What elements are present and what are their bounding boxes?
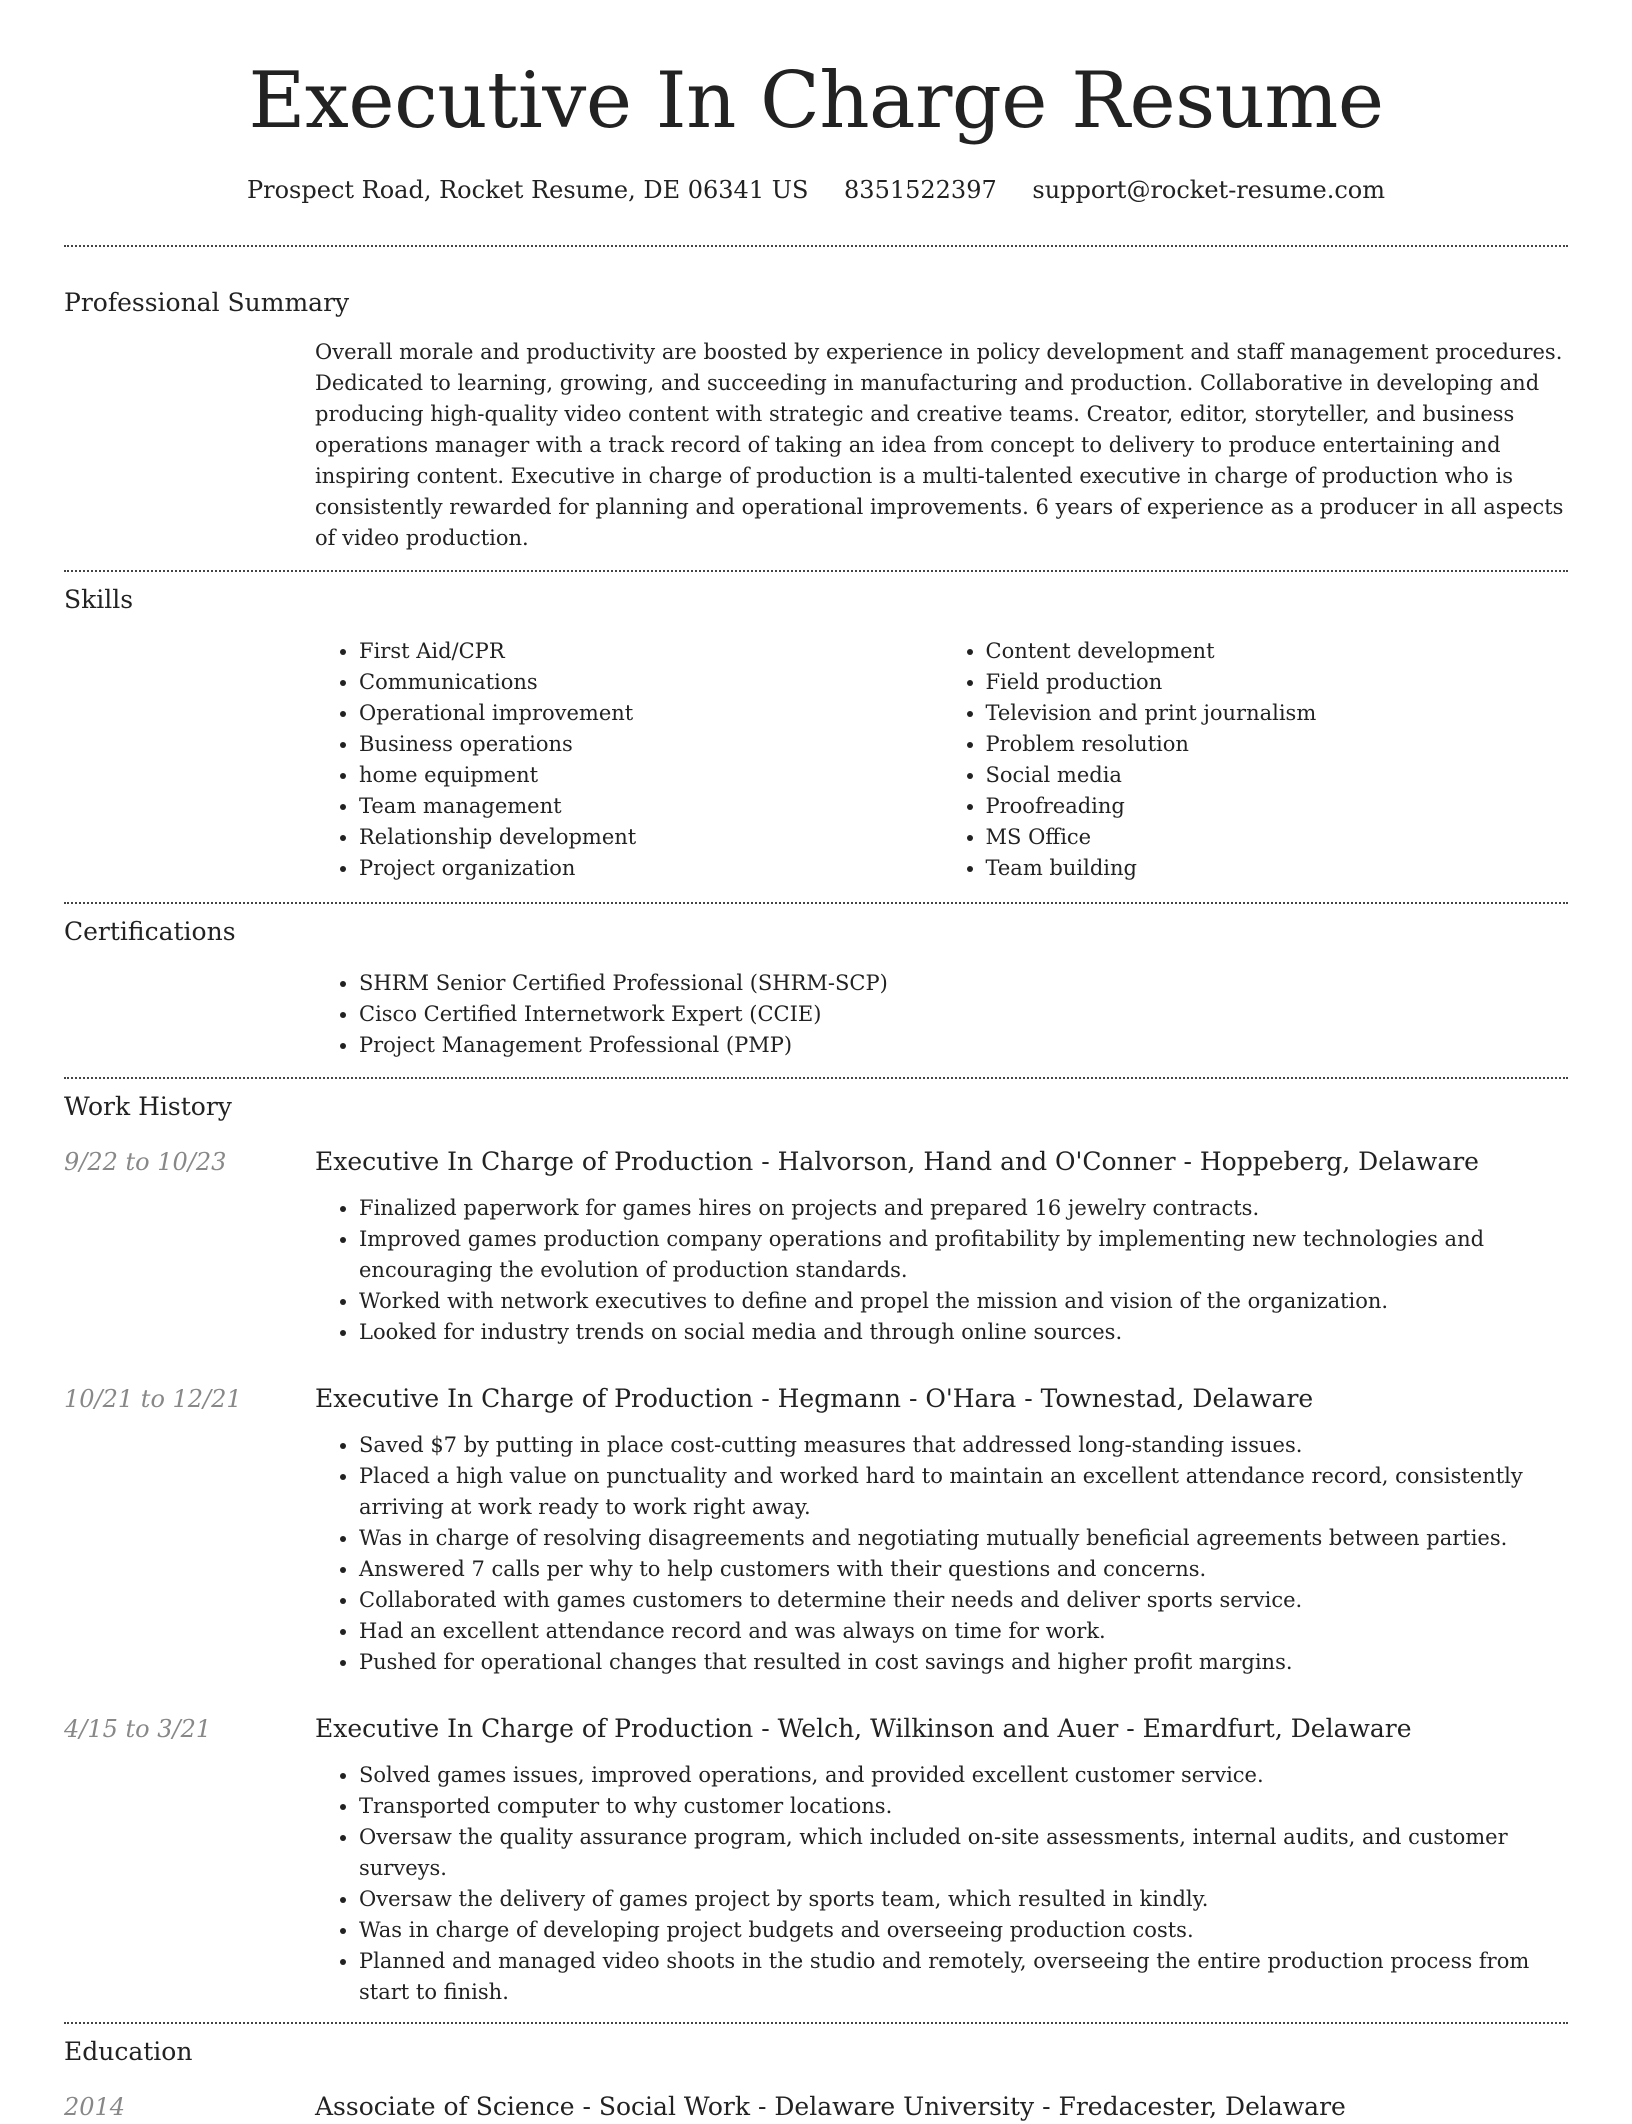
certifications-title: Certifications [64, 917, 236, 946]
job-bullet: • Looked for industry trends on social media and through online sources. [359, 1317, 1568, 1348]
skill-item: • Proofreading [986, 791, 1569, 822]
skill-item: • Content development [986, 636, 1569, 667]
job-bullets [315, 1193, 1568, 1348]
job-dates: 9/22 to 10/23 [64, 1148, 227, 1176]
certification-item: • SHRM Senior Certified Professional (SHRM-SCP) [359, 968, 1568, 999]
contact-address: Prospect Road, Rocket Resume, DE 06341 US [246, 176, 809, 204]
skill-item: • Television and print journalism [986, 698, 1569, 729]
job-bullet: • Transported computer to why customer locations. [359, 1791, 1568, 1822]
job-dates: 4/15 to 3/21 [64, 1715, 212, 1743]
certification-item: • Cisco Certified Internetwork Expert (CCIE) [359, 999, 1568, 1030]
job-bullet: • Placed a high value on punctuality and worked hard to maintain an excellent attendance record, consistently arriving at work ready to work right away. [359, 1461, 1568, 1523]
summary-section [64, 247, 1568, 570]
certification-item: • Project Management Professional (PMP) [359, 1030, 1568, 1061]
job-main [315, 1382, 1568, 1678]
summary-text: Overall morale and productivity are boosted by experience in policy development and staff management procedures. Dedicated to learning, growing, and succeeding in manufacturing and production. Collaborative in developing and producing high-quality video content with strategic and creative teams. Creator, editor, storyteller, and business operations manager with a track record of taking an idea from concept to delivery to produce entertaining and inspiring content. Executive in charge of production is a multi-talented executive in charge of production who is consistently rewarded for planning and operational improvements. 6 years of experience as a producer in all aspects of video production. [315, 340, 1564, 550]
job-bullet: • Had an excellent attendance record and was always on time for work. [359, 1616, 1568, 1647]
job-main [315, 1145, 1568, 1348]
job-bullet: • Finalized paperwork for games hires on projects and prepared 16 jewelry contracts. [359, 1193, 1568, 1224]
job-bullet: • Collaborated with games customers to determine their needs and deliver sports service. [359, 1585, 1568, 1616]
certifications-section [64, 904, 1568, 1077]
job-title: Executive In Charge of Production - Welch, Wilkinson and Auer - Emardfurt, Delaware [315, 1714, 1412, 1743]
certifications-content [315, 968, 1568, 1061]
skills-columns [315, 636, 1568, 884]
job-entry [64, 1145, 1568, 1348]
job-bullet: • Answered 7 calls per why to help customers with their questions and concerns. [359, 1554, 1568, 1585]
skills-section [64, 572, 1568, 902]
work-history-section [64, 1079, 1568, 2022]
contact-phone: 8351522397 [844, 176, 997, 204]
job-bullet: • Worked with network executives to define and propel the mission and vision of the organization. [359, 1286, 1568, 1317]
skill-item: • MS Office [986, 822, 1569, 853]
job-dates: 10/21 to 12/21 [64, 1385, 242, 1413]
education-year: 2014 [64, 2093, 126, 2121]
education-section [64, 2024, 1568, 2124]
skill-item: • Business operations [359, 729, 942, 760]
resume-name: Executive In Charge Resume [248, 56, 1384, 146]
job-bullet: • Planned and managed video shoots in the studio and remotely, overseeing the entire production process from start to finish. [359, 1946, 1568, 2008]
skill-item: • First Aid/CPR [359, 636, 942, 667]
contact-email: support@rocket-resume.com [1032, 176, 1385, 204]
skill-item: • Operational improvement [359, 698, 942, 729]
education-entry [64, 2090, 1568, 2124]
skill-item: • Team management [359, 791, 942, 822]
job-bullets [315, 1430, 1568, 1678]
job-bullets [315, 1760, 1568, 2008]
skills-list-right [942, 636, 1569, 884]
education-title-line: Associate of Science - Social Work - Delaware University - Fredacester, Delaware [315, 2092, 1346, 2121]
skill-item: • Field production [986, 667, 1569, 698]
certifications-list [315, 968, 1568, 1061]
job-entry [64, 1712, 1568, 2008]
skill-item: • home equipment [359, 760, 942, 791]
work-history-title: Work History [64, 1092, 232, 1121]
job-main [315, 1712, 1568, 2008]
job-title: Executive In Charge of Production - Hegmann - O'Hara - Townestad, Delaware [315, 1384, 1314, 1413]
skill-item: • Problem resolution [986, 729, 1569, 760]
job-title: Executive In Charge of Production - Halvorson, Hand and O'Conner - Hoppeberg, Delaware [315, 1147, 1479, 1176]
job-bullet: • Oversaw the quality assurance program, which included on-site assessments, internal audits, and customer surveys. [359, 1822, 1568, 1884]
job-bullet: • Pushed for operational changes that resulted in cost savings and higher profit margins. [359, 1647, 1568, 1678]
skill-item: • Communications [359, 667, 942, 698]
education-title: Education [64, 2037, 193, 2066]
job-bullet: • Was in charge of resolving disagreements and negotiating mutually beneficial agreements between parties. [359, 1523, 1568, 1554]
job-bullet: • Oversaw the delivery of games project by sports team, which resulted in kindly. [359, 1884, 1568, 1915]
skill-item: • Relationship development [359, 822, 942, 853]
skills-list-left [315, 636, 942, 884]
skill-item: • Team building [986, 853, 1569, 884]
job-bullet: • Solved games issues, improved operations, and provided excellent customer service. [359, 1760, 1568, 1791]
skills-title: Skills [64, 585, 134, 614]
skill-item: • Social media [986, 760, 1569, 791]
education-main [315, 2090, 1568, 2124]
job-entry [64, 1382, 1568, 1678]
job-bullet: • Improved games production company operations and profitability by implementing new technologies and encouraging the evolution of production standards. [359, 1224, 1568, 1286]
job-bullet: • Was in charge of developing project budgets and overseeing production costs. [359, 1915, 1568, 1946]
summary-title: Professional Summary [64, 288, 350, 317]
contact-line [64, 172, 1568, 208]
skill-item: • Project organization [359, 853, 942, 884]
job-bullet: • Saved $7 by putting in place cost-cutting measures that addressed long-standing issues. [359, 1430, 1568, 1461]
